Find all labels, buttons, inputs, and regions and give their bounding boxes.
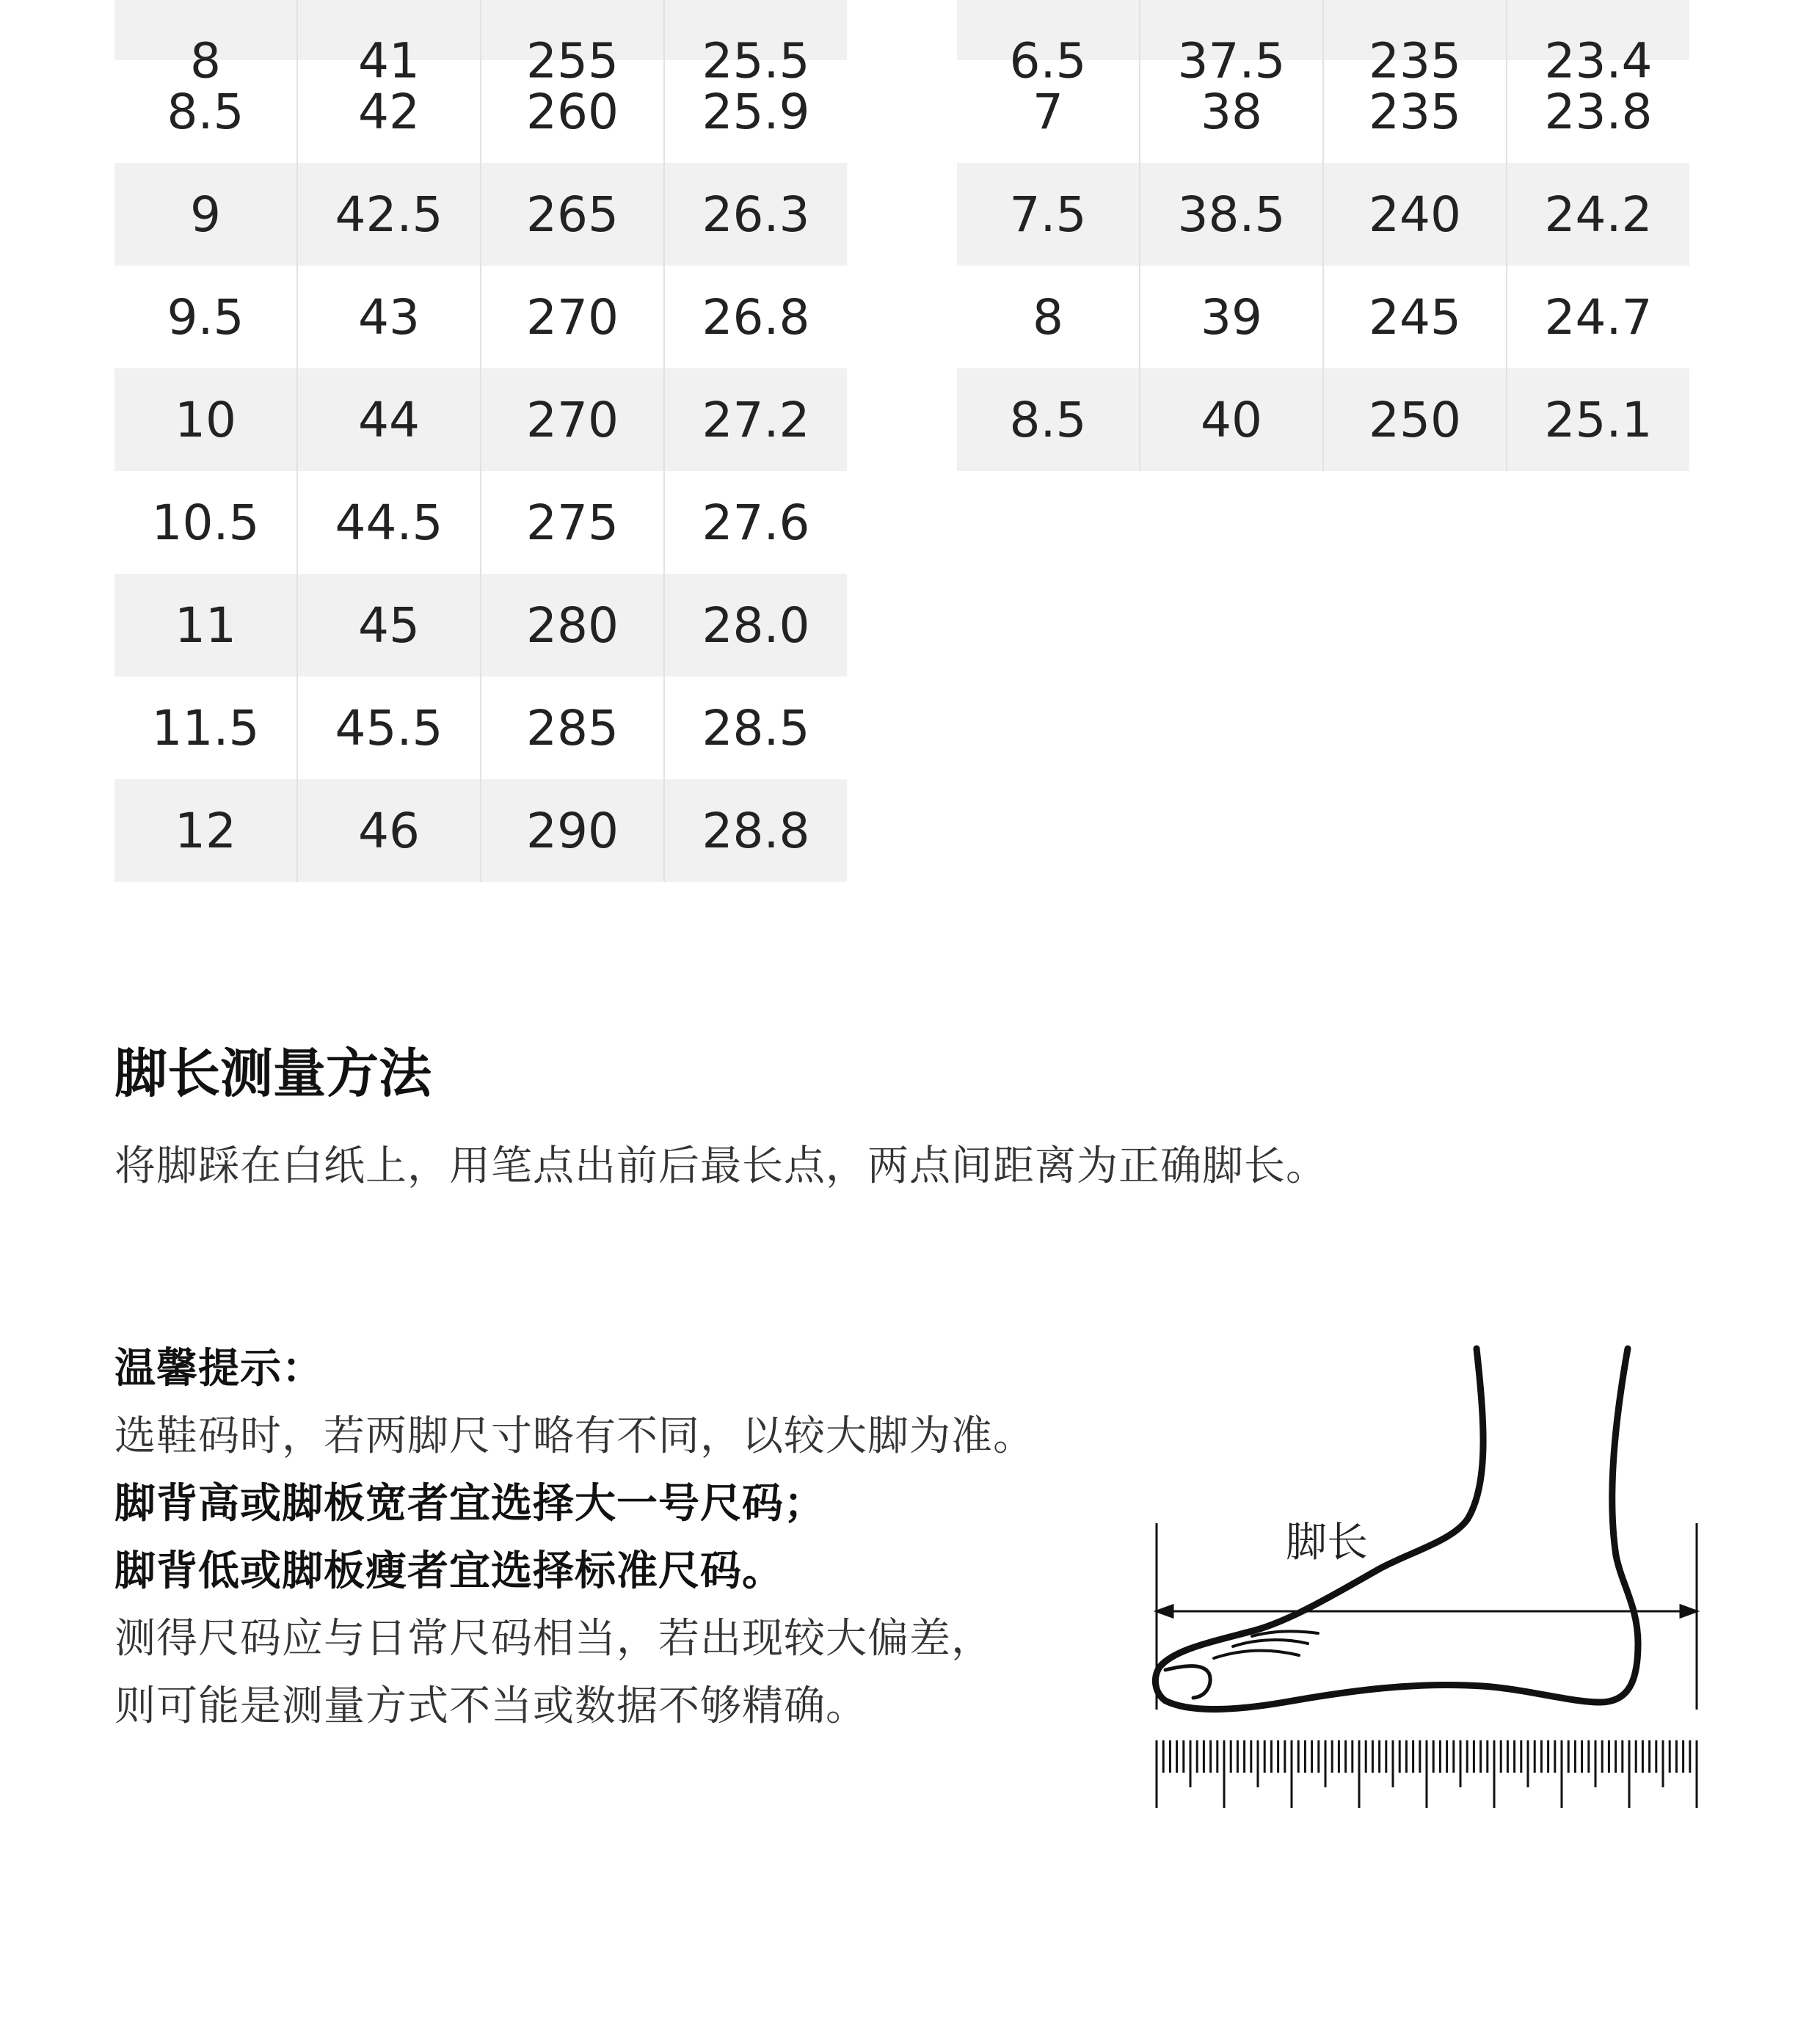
table-row: 9.5 43 270 26.8: [114, 266, 847, 368]
table-row: 8.5 42 260 25.9: [114, 60, 847, 163]
table-row: 10.5 44.5 275 27.6: [114, 471, 847, 574]
table-row: 7.5 38.5 240 24.2: [957, 163, 1689, 266]
women-size-table: [957, 0, 1689, 471]
tips-heading: 温馨提示：: [114, 1345, 324, 1393]
tips-block: [114, 1335, 1142, 1740]
table-row: 12 46 290 28.8: [114, 779, 847, 882]
foot-length-label: 脚长: [1286, 1519, 1368, 1566]
tip-line: 则可能是测量方式不当或数据不够精确。: [114, 1682, 867, 1730]
table-row: 8 41 255 25.5: [114, 0, 847, 60]
ruler-icon: [1157, 1740, 1697, 1808]
tip-line: 脚背低或脚板瘦者宜选择标准尺码。: [114, 1547, 784, 1595]
foot-measure-diagram: [1145, 1335, 1703, 1805]
foot-outline-icon: [1155, 1349, 1638, 1710]
table-row: 11.5 45.5 285 28.5: [114, 676, 847, 779]
table-row: 10 44 270 27.2: [114, 368, 847, 471]
table-row: 7 38 235 23.8: [957, 60, 1689, 163]
table-row: 6.5 37.5 235 23.4: [957, 0, 1689, 60]
section-title: 脚长测量方法: [114, 1043, 432, 1104]
method-description: 将脚踩在白纸上，用笔点出前后最长点，两点间距离为正确脚长。: [114, 1142, 1328, 1190]
tip-line: 测得尺码应与日常尺码相当，若出现较大偏差，: [114, 1615, 993, 1663]
tip-line: 脚背高或脚板宽者宜选择大一号尺码；: [114, 1480, 826, 1528]
table-row: 8 39 245 24.7: [957, 266, 1689, 368]
tip-line: 选鞋码时，若两脚尺寸略有不同，以较大脚为准。: [114, 1412, 1035, 1460]
table-row: 8.5 40 250 25.1: [957, 368, 1689, 471]
men-size-table: [114, 0, 847, 882]
table-row: 9 42.5 265 26.3: [114, 163, 847, 266]
table-row: 11 45 280 28.0: [114, 574, 847, 676]
